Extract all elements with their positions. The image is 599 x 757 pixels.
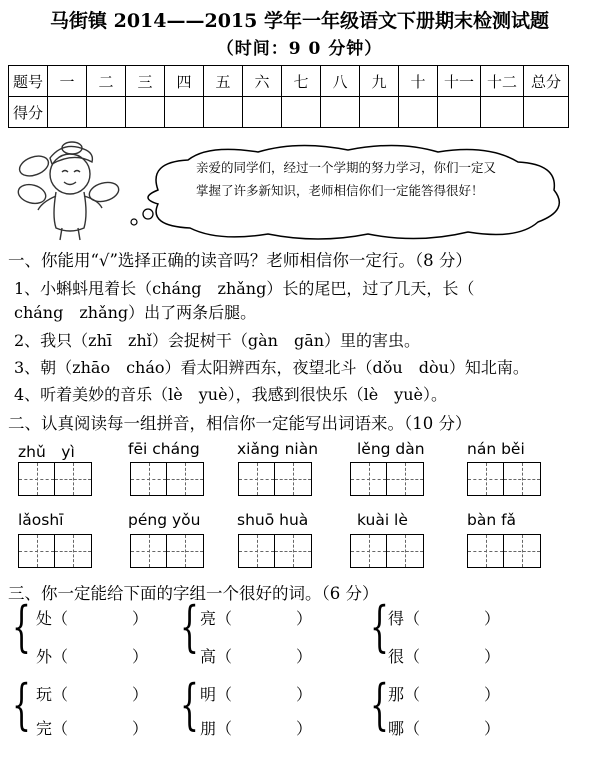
column-header: 八 — [321, 66, 360, 97]
score-cell[interactable] — [165, 97, 204, 128]
column-header: 十二 — [481, 66, 524, 97]
score-table-score-row — [9, 97, 569, 128]
brace: { — [370, 595, 389, 658]
section1-line: 4、听着美妙的音乐（lè yuè），我感到很快乐（lè yuè）。 — [14, 385, 447, 404]
writing-grid[interactable] — [130, 534, 204, 568]
score-table-header-row — [9, 66, 569, 97]
score-cell[interactable] — [399, 97, 438, 128]
row-label-score: 得分 — [9, 97, 48, 128]
word-blank[interactable]: 哪（ ） — [388, 719, 501, 738]
pinyin-prompt: lěng dàn — [357, 440, 425, 458]
column-header: 四 — [165, 66, 204, 97]
word-blank[interactable]: 很（ ） — [388, 647, 501, 666]
column-header-total: 总分 — [524, 66, 569, 97]
column-header: 七 — [282, 66, 321, 97]
writing-grid[interactable] — [130, 462, 204, 496]
section3-heading: 三、你一定能给下面的字组一个很好的词。（6 分） — [8, 584, 379, 603]
brace: { — [370, 673, 389, 736]
pinyin-prompt: nán běi — [467, 440, 525, 458]
writing-grid[interactable] — [467, 462, 541, 496]
section2-heading: 二、认真阅读每一组拼音，相信你一定能写出词语来。（10 分） — [8, 414, 472, 433]
writing-grid[interactable] — [350, 534, 424, 568]
word-blank[interactable]: 处（ ） — [36, 609, 149, 628]
score-cell[interactable] — [48, 97, 87, 128]
pinyin-prompt: fēi cháng — [128, 440, 200, 458]
brace: { — [180, 673, 199, 736]
score-cell[interactable] — [126, 97, 165, 128]
score-table — [8, 65, 569, 128]
word-blank[interactable]: 玩（ ） — [36, 685, 149, 704]
writing-grid[interactable] — [238, 462, 312, 496]
word-blank[interactable]: 外（ ） — [36, 647, 149, 666]
word-blank[interactable]: 得（ ） — [388, 609, 501, 628]
column-header: 九 — [360, 66, 399, 97]
pinyin-prompt: bàn fǎ — [467, 511, 517, 529]
writing-grid[interactable] — [467, 534, 541, 568]
section1-line: 1、小蝌蚪甩着长（cháng zhǎng）长的尾巴，过了几天，长（ — [14, 279, 475, 298]
word-blank[interactable]: 高（ ） — [200, 647, 313, 666]
score-cell[interactable] — [204, 97, 243, 128]
score-cell[interactable] — [360, 97, 399, 128]
column-header: 三 — [126, 66, 165, 97]
pinyin-prompt: kuài lè — [357, 511, 408, 529]
row-label-question-number: 题号 — [9, 66, 48, 97]
score-cell[interactable] — [282, 97, 321, 128]
pinyin-prompt: péng yǒu — [128, 511, 201, 529]
section1-line: 3、朝（zhāo cháo）看太阳辨西东，夜望北斗（dǒu dòu）知北南。 — [14, 358, 529, 377]
writing-grid[interactable] — [238, 534, 312, 568]
column-header: 十 — [399, 66, 438, 97]
word-blank[interactable]: 完（ ） — [36, 719, 149, 738]
word-blank[interactable]: 明（ ） — [200, 685, 313, 704]
column-header: 十一 — [438, 66, 481, 97]
brace: { — [12, 673, 31, 736]
writing-grid[interactable] — [350, 462, 424, 496]
greeting-line: 掌握了许多新知识，老师相信你们一定能答得很好！ — [196, 183, 484, 198]
column-header: 一 — [48, 66, 87, 97]
mascot-illustration — [12, 136, 127, 246]
writing-grid[interactable] — [18, 462, 92, 496]
word-blank[interactable]: 亮（ ） — [200, 609, 313, 628]
score-cell[interactable] — [87, 97, 126, 128]
brace: { — [12, 595, 31, 658]
score-cell-total[interactable] — [524, 97, 569, 128]
column-header: 六 — [243, 66, 282, 97]
score-cell[interactable] — [321, 97, 360, 128]
column-header: 五 — [204, 66, 243, 97]
pinyin-prompt: lǎoshī — [18, 511, 64, 529]
score-cell[interactable] — [438, 97, 481, 128]
exam-title: 马街镇 2014——2015 学年一年级语文下册期末检测试题 — [50, 10, 549, 32]
greeting-line: 亲爱的同学们，经过一个学期的努力学习，你们一定又 — [196, 160, 497, 175]
section1-heading: 一、你能用“√”选择正确的读音吗？老师相信你一定行。（8 分） — [8, 251, 472, 270]
word-blank[interactable]: 那（ ） — [388, 685, 501, 704]
pinyin-prompt: shuō huà — [237, 511, 309, 529]
score-cell[interactable] — [243, 97, 282, 128]
brace: { — [180, 595, 199, 658]
column-header: 二 — [87, 66, 126, 97]
word-blank[interactable]: 朋（ ） — [200, 719, 313, 738]
writing-grid[interactable] — [18, 534, 92, 568]
section1-line: cháng zhǎng）出了两条后腿。 — [14, 303, 257, 322]
pinyin-prompt: zhǔ yì — [18, 443, 75, 461]
section1-line: 2、我只（zhī zhǐ）会捉树干（gàn gān）里的害虫。 — [14, 331, 421, 350]
score-cell[interactable] — [481, 97, 524, 128]
pinyin-prompt: xiǎng niàn — [237, 440, 319, 458]
exam-time: （时间：9 0 分钟） — [216, 39, 383, 59]
teacher-greeting — [196, 156, 541, 202]
